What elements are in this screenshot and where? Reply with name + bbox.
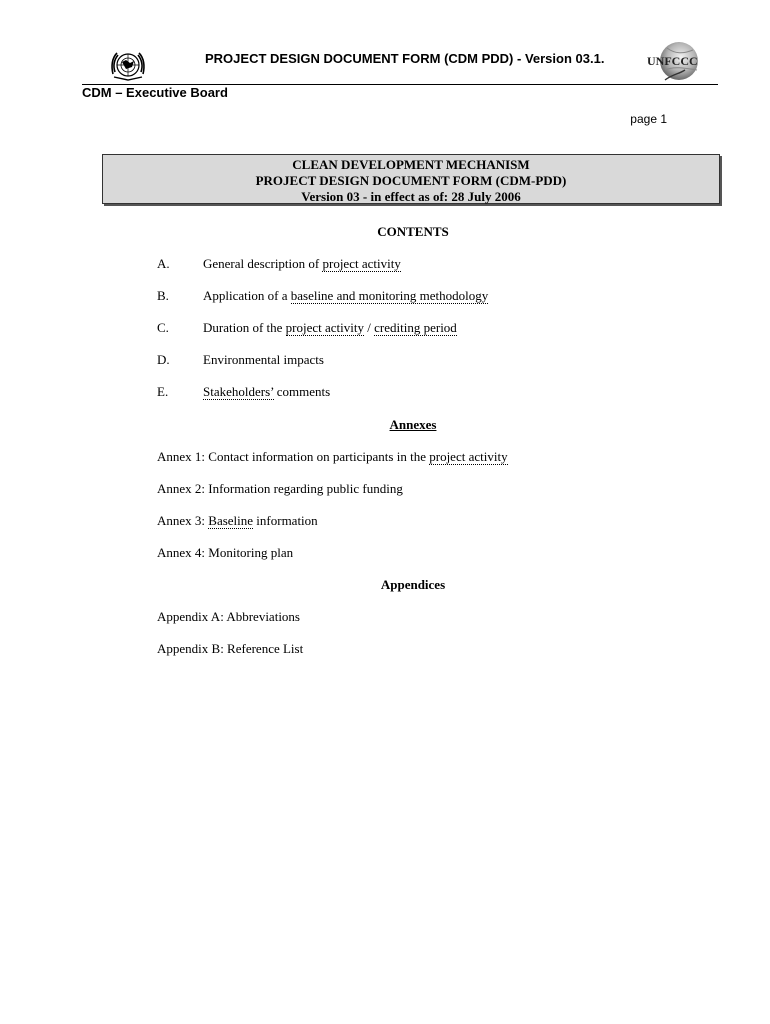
toc-annex-3[interactable] — [157, 513, 318, 529]
annex-text: Annex 1: Contact information on participants in the — [157, 449, 430, 464]
document-title-box — [102, 154, 720, 204]
toc-annex-4[interactable] — [157, 545, 293, 561]
executive-board-label: CDM – Executive Board — [82, 85, 228, 100]
toc-section-e[interactable] — [157, 384, 330, 400]
toc-section-a[interactable] — [157, 256, 401, 272]
title-line-2: PROJECT DESIGN DOCUMENT FORM (CDM-PDD) — [255, 173, 567, 188]
glossary-term-link[interactable]: crediting period — [374, 320, 457, 335]
section-letter: B. — [157, 288, 169, 303]
section-text: comments — [273, 384, 331, 399]
toc-appendix-a[interactable]: Appendix A: Abbreviations — [157, 609, 300, 624]
contents-heading: CONTENTS — [377, 224, 449, 239]
section-text: Application of a — [203, 288, 291, 303]
section-text-separator: / — [364, 320, 375, 335]
unfccc-logo-text: UNFCCC — [647, 54, 698, 68]
title-line-3: Version 03 - in effect as of: 28 July 2006 — [301, 189, 521, 204]
glossary-term-link[interactable]: baseline and monitoring methodology — [290, 288, 489, 303]
toc-section-d[interactable] — [157, 352, 324, 368]
glossary-term-link[interactable]: Stakeholders’ — [203, 384, 274, 399]
toc-section-c[interactable] — [157, 320, 457, 336]
appendices-heading: Appendices — [380, 577, 446, 592]
toc-annex-2[interactable] — [157, 481, 403, 497]
page-number: page 1 — [630, 112, 667, 126]
annex-text-tail: information — [253, 513, 318, 528]
toc-section-b[interactable] — [157, 288, 488, 304]
header-title: PROJECT DESIGN DOCUMENT FORM (CDM PDD) - Version 03.1. — [205, 51, 605, 66]
un-emblem-icon — [108, 48, 148, 84]
page-header — [0, 0, 770, 126]
glossary-term-link[interactable]: project activity — [322, 256, 401, 271]
annexes-heading — [0, 417, 770, 433]
toc-annex-1[interactable] — [157, 449, 508, 465]
toc-appendix-b[interactable]: Appendix B: Reference List — [157, 641, 304, 656]
annex-text: Annex 4: Monitoring plan — [157, 545, 294, 560]
section-letter: D. — [157, 352, 170, 367]
section-letter: A. — [157, 256, 170, 271]
glossary-term-link[interactable]: Baseline — [208, 513, 254, 528]
annex-text: Annex 3: — [157, 513, 209, 528]
annexes-heading-text: Annexes — [389, 417, 437, 432]
unfccc-logo-icon — [645, 40, 703, 86]
glossary-term-link[interactable]: project activity — [429, 449, 508, 464]
glossary-term-link[interactable]: project activity — [285, 320, 365, 335]
section-letter: C. — [157, 320, 169, 335]
section-text: Duration of the — [203, 320, 286, 335]
section-text: Environmental impacts — [203, 352, 324, 367]
annex-text: Annex 2: Information regarding public funding — [157, 481, 403, 496]
title-line-1: CLEAN DEVELOPMENT MECHANISM — [292, 157, 530, 172]
section-letter: E. — [157, 384, 169, 399]
section-text: General description of — [203, 256, 323, 271]
